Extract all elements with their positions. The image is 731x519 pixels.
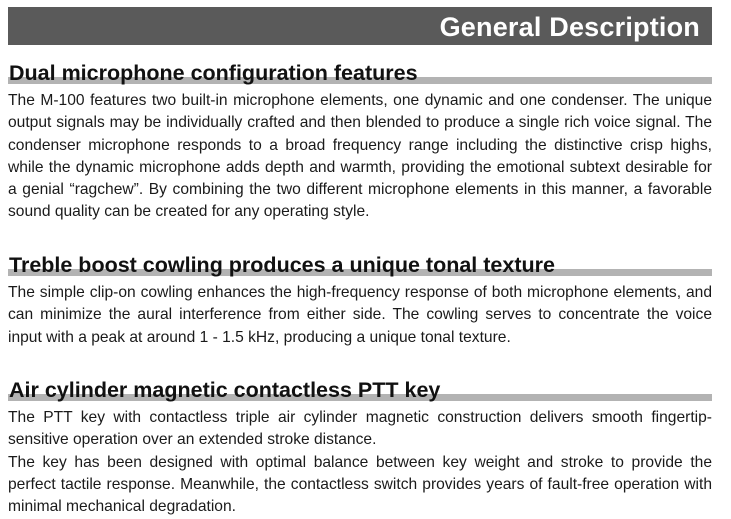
- section-heading-row: [8, 252, 712, 278]
- section-dual-microphone: [8, 60, 712, 224]
- section-paragraph: The M-100 features two built-in microphone elements, one dynamic and one condenser. The unique output signals may be individually crafted and then blended to produce a single rich voice signal. The condenser microphone responds to a broad frequency range including the distinctive crisp highs, while the dynamic microphone adds depth and warmth, providing the emotional subtext desirable for a genial “ragchew”. By combining the two different microphone elements in this manner, a favorable sound quality can be created for any operating style.: [8, 92, 712, 221]
- section-heading: Treble boost cowling produces a unique tonal texture: [9, 253, 555, 277]
- section-heading: Air cylinder magnetic contactless PTT key: [9, 378, 441, 402]
- section-ptt-key: [8, 377, 712, 518]
- page-title: General Description: [439, 12, 700, 42]
- section-paragraph: The key has been designed with optimal balance between key weight and stroke to provide the perfect tactile response. Meanwhile, the contactless switch provides years of fault-free operation with minimal mechanical degradation.: [8, 453, 712, 516]
- section-heading-row: [8, 60, 712, 86]
- section-paragraph: The PTT key with contactless triple air cylinder magnetic construction delivers smooth fingertip-sensitive operation over an extended stroke distance.: [8, 409, 712, 449]
- section-heading-row: [8, 377, 712, 403]
- section-paragraph: The simple clip-on cowling enhances the high-frequency response of both microphone elements, and can minimize the aural interference from either side. The cowling serves to concentrate the voice input with a peak at around 1 - 1.5 kHz, producing a unique tonal texture.: [8, 284, 712, 346]
- section-heading: Dual microphone configuration features: [9, 61, 418, 85]
- title-bar: [8, 7, 712, 45]
- section-treble-boost: [8, 252, 712, 349]
